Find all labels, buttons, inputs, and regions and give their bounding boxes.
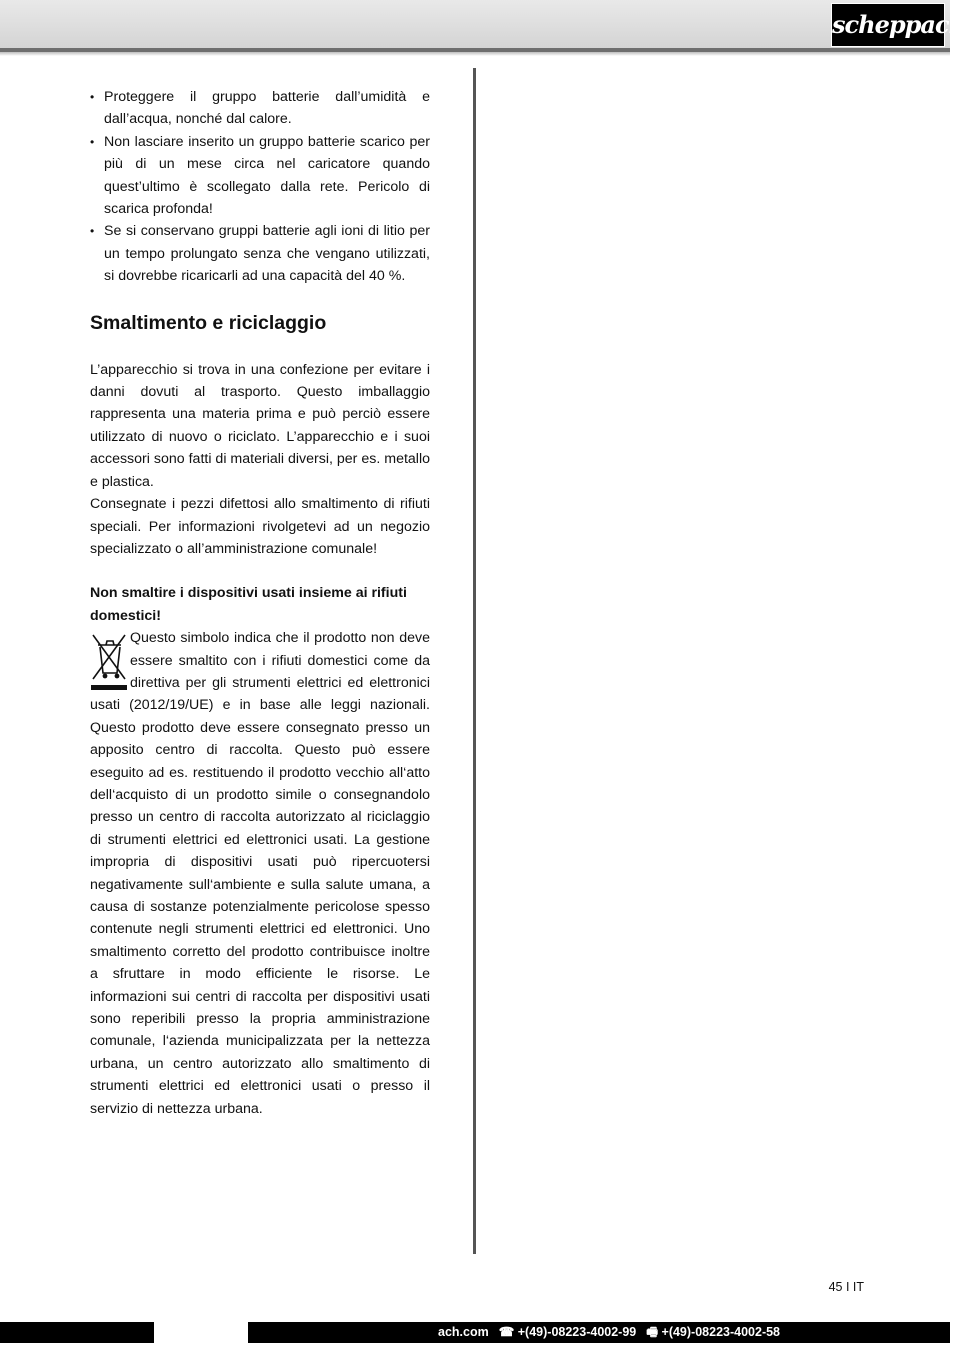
main-column: [90, 86, 430, 1120]
page-number: 45 I IT: [828, 1280, 864, 1294]
battery-tips-list: [90, 86, 430, 288]
list-item: • Se si conservano gruppi batterie agli ioni di litio per un tempo prolungato senza che vengano utilizzati, si dovrebbe ricaricarli ad una capacità del 40 %.: [90, 220, 430, 287]
website-link[interactable]: ach.com: [438, 1325, 489, 1339]
weee-paragraph: Questo simbolo indica che il prodotto non deve essere smaltito con i rifiuti domestici come da direttiva per gli strumenti elettrici ed elettronici usati (2012/19/UE) e in base alle leggi nazionali. Questo prodotto deve essere consegnato presso un apposito centro di raccolta. Questo può essere eseguito ad es. restituendo il prodotto vecchio all‘atto dell‘acquisto di un prodotto simile o consegnandolo presso un centro di raccolta autorizzato al riciclaggio di strumenti elettrici ed elettronici usati. La gestione impropria di dispositivi usati può ripercuotersi negativamente sull‘ambiente e sulla salute umana, a causa di sostanze potenzialmente pericolose spesso contenute negli strumenti elettrici ed elettronici. Uno smaltimento corretto del prodotto contribuisce inoltre a sfruttare in modo efficiente le risorse. Le informazioni sui centri di raccolta per dispositivi usati sono reperibili presso la propria amministrazione comunale, l‘azienda municipalizzata per la nettezza urbana, un centro autorizzato allo smaltimento di strumenti elettrici ed elettronici usati o presso il servizio di nettezza urbana.: [90, 630, 430, 1117]
crossed-bin-icon: [90, 631, 128, 693]
column-divider: [473, 68, 476, 1254]
packaging-paragraph: L’apparecchio si trova in una confezione per evitare i danni dovuti al trasporto. Questo imballaggio rappresenta una materia prima e può perciò essere utilizzato di nuovo o riciclato. L’apparecchio e i suoi accessori sono fatti di materiali diversi, per es. metallo e plastica.: [90, 361, 430, 490]
weee-block: [90, 627, 430, 1120]
section-title: Smaltimento e riciclaggio: [90, 311, 327, 334]
footer-gap: [154, 1322, 248, 1343]
fax-number: 🖷 +(49)-08223-4002-58: [646, 1325, 781, 1339]
footer-contact: [438, 1322, 780, 1343]
defective-parts-paragraph: Consegnate i pezzi difettosi allo smaltimento di rifiuti speciali. Per informazioni rivolgetevi ad un negozio specializzato o all’amministrazione comunale!: [90, 496, 430, 557]
phone-number: ☎ +(49)-08223-4002-99: [498, 1325, 637, 1339]
header-bar: [0, 0, 950, 52]
list-item: • Proteggere il gruppo batterie dall’umidità e dall’acqua, nonché dal calore.: [90, 86, 430, 131]
brand-logo: scheppach: [831, 3, 945, 47]
list-item: • Non lasciare inserito un gruppo batterie scarico per più di un mese circa nel caricatore quando quest’ultimo è scollegato dalla rete. Pericolo di scarica profonda!: [90, 131, 430, 221]
header-shadow: [0, 52, 950, 56]
disposal-warning: Non smaltire i dispositivi usati insieme ai rifiuti domestici!: [90, 585, 407, 624]
